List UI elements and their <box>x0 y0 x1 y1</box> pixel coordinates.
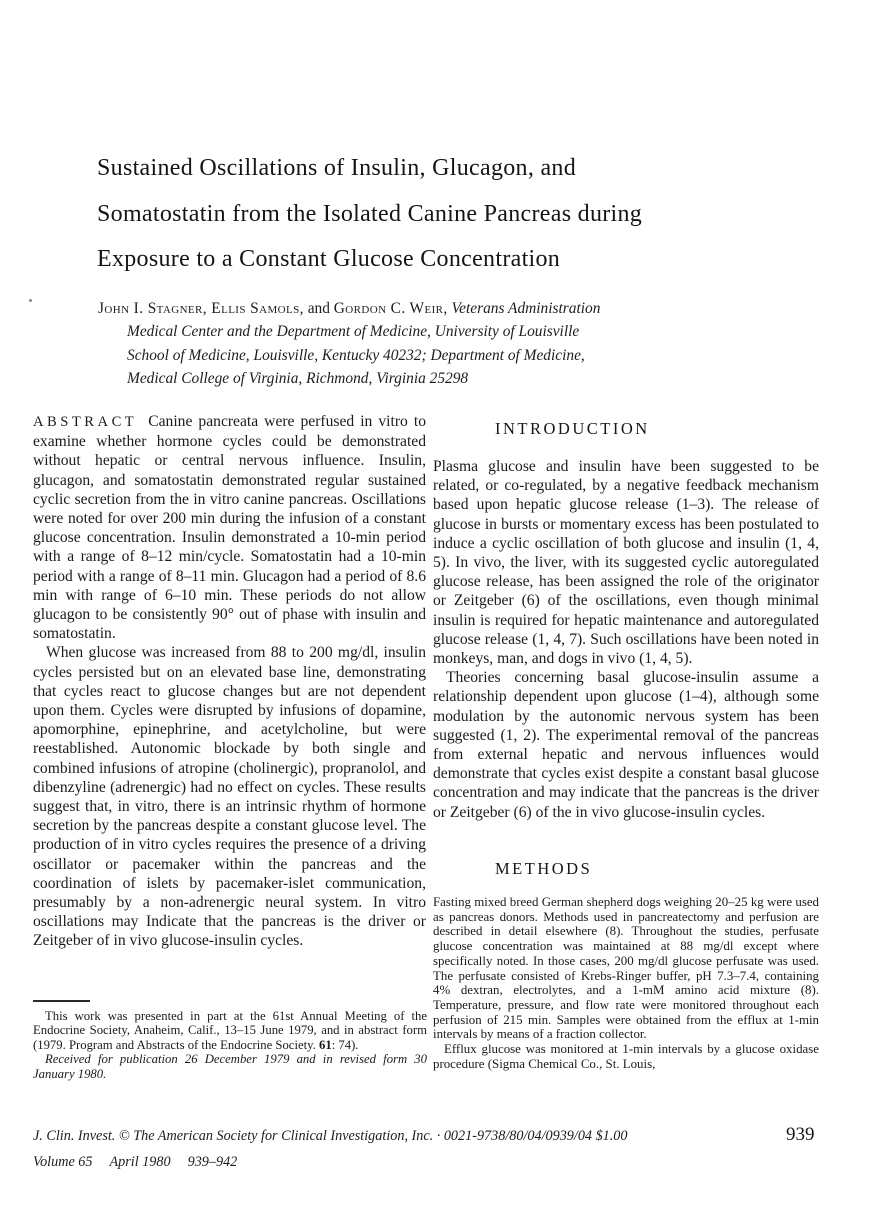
journal-footer <box>33 1126 783 1173</box>
author-names-group1: John I. Stagner, Ellis Samols, <box>98 300 304 317</box>
author-names-group2: Gordon C. Weir, <box>333 300 448 317</box>
footnote-volume-bold: 61 <box>319 1037 332 1052</box>
abstract-section <box>33 412 426 951</box>
title-line-1: Sustained Oscillations of Insulin, Glucagon, and <box>97 155 577 181</box>
footnote-section <box>33 1000 427 1081</box>
abstract-paragraph-1-text: Canine pancreata were perfused in vitro to examine whether hormone cycles could be demonstrated without hepatic or central nervous influence. Insulin, glucagon, and somatostatin demonstrated regular sustained cyclic secretion from the in vitro canine pancreas. Oscillations were noted for over 200 min during the infusion of a constant glucose concentration. Insulin demonstrated a 10-min period with a range of 8–12 min/cycle. Somatostatin had a 10-min period with a range of 8–11 min. Glucagon had a period of 8.6 min with range of 6–10 min. These periods do not allow glucagon to be consistently 90° out of phase with insulin and somatostatin. <box>33 413 426 643</box>
introduction-heading: INTRODUCTION <box>495 419 650 438</box>
footer-copyright-line: J. Clin. Invest. © The American Society for Clinical Investigation, Inc. · 0021-9738/80/04/0939/04 $1.00 <box>33 1128 628 1144</box>
methods-section <box>433 858 819 1071</box>
affiliation-inline: Veterans Administration <box>447 300 601 317</box>
affiliation-line-2: Medical Center and the Department of Medicine, University of Louisville <box>127 323 580 341</box>
title-line-3: Exposure to a Constant Glucose Concentration <box>97 246 561 272</box>
abstract-paragraph-2: When glucose was increased from 88 to 200 mg/dl, insulin cycles persisted but on an elevated base line, demonstrating that cycles react to glucose changes but are not dependent upon them. Cycles were disrupted by infusions of dopamine, apomorphine, epinephrine, and acetylcholine, but were reestablished. Autonomic blockade by both single and combined infusions of atropine (cholinergic), propranolol, and dibenzyline (adrenergic) had no effect on cycles. These results suggest that, in vitro, there is an intrinsic rhythm of hormone secretion by the pancreas despite a constant glucose level. The production of in vitro cycles requires the presence of a driving oscillator or pacemaker within the pancreas and the coordination of islets by pacemaker-islet communication, presumably by a non-adrenergic neural system. In vitro oscillations may Indicate that the pancreas is the driver or Zeitgeber of in vivo glucose-insulin cycles. <box>33 644 426 950</box>
methods-paragraph-1: Fasting mixed breed German shepherd dogs weighing 20–25 kg were used as pancreas donors. Methods used in pancreatectomy and perfusion are described in detail elsewhere (8). Throughout the studies, perfusate glucose concentration was maintained at 88 mg/dl except where specifically noted. In those cases, 200 mg/dl glucose perfusate was used. The perfusate consisted of Krebs-Ringer buffer, pH 7.3–7.4, containing 4% dextran, electrolytes, and a 1-mM amino acid mixture (8). Temperature, pressure, and flow rate were monitored throughout each perfusion of 215 min. Samples were obtained from the efflux at 1-min intervals by means of a fraction collector. <box>433 895 819 1042</box>
methods-paragraph-2: Efflux glucose was monitored at 1-min intervals by a glucose oxidase procedure (Sigma Chemical Co., St. Louis, <box>433 1042 819 1071</box>
introduction-paragraph-1: Plasma glucose and insulin have been suggested to be related, or co-regulated, by a negative feedback mechanism based upon hepatic glucose release (1–3). The release of glucose in bursts or momentary excess has been postulated to induce a cyclic oscillation of both glucose and insulin (1, 4, 5). In vivo, the liver, with its suggested cyclic autoregulated glucose release, has been assigned the role of the originator or Zeitgeber (6) of the oscillations, even though minimal insulin is required for hepatic maintenance and autoregulated glucose release (1, 4, 7). Such oscillations have been noted in monkeys, man, and dogs in vivo (1, 4, 5). <box>433 458 819 668</box>
footer-page-range: 939–942 <box>187 1154 238 1170</box>
authors-affiliations <box>98 297 758 391</box>
affiliation-line-4: Medical College of Virginia, Richmond, Virginia 25298 <box>127 370 469 388</box>
footer-issue-line <box>33 1152 783 1173</box>
abstract-label: ABSTRACT <box>33 414 138 430</box>
footnote-presented-end: : 74). <box>331 1037 359 1052</box>
footnote-rule <box>33 1000 90 1002</box>
author-names-line <box>98 297 758 320</box>
introduction-section <box>433 412 819 822</box>
abstract-paragraph-1 <box>33 412 426 643</box>
page-number: 939 <box>786 1124 815 1145</box>
introduction-paragraph-2: Theories concerning basal glucose-insulin assume a relationship dependent upon glucose (1–4), although some modulation by the autonomic nervous system has been suggested (1, 2). The experimental removal of the pancreas from external hepatic and nervous influences would demonstrate that cycles exist despite a constant basal glucose concentration and may indicate that the pancreas is the driver or Zeitgeber (6) of the in vivo glucose-insulin cycles. <box>433 669 819 821</box>
footnote-presented <box>33 1009 427 1052</box>
methods-heading: METHODS <box>495 859 593 878</box>
footnote-presented-text: This work was presented in part at the 61st Annual Meeting of the Endocrine Society, Anaheim, Calif., 13–15 June 1979, and in abstract form (1979. Program and Abstracts of the Endocrine Society. <box>33 1009 427 1052</box>
affiliation-line-3: School of Medicine, Louisville, Kentucky 40232; Department of Medicine, <box>127 346 585 364</box>
footer-volume: Volume 65 <box>33 1154 93 1170</box>
author-connector: and <box>303 300 334 317</box>
footer-issue-date: April 1980 <box>109 1154 171 1170</box>
article-title <box>97 146 817 283</box>
title-line-2: Somatostatin from the Isolated Canine Pancreas during <box>97 200 643 227</box>
footnote-received: Received for publication 26 December 1979 and in revised form 30 January 1980. <box>33 1052 427 1081</box>
scan-speck-artifact <box>29 299 32 302</box>
